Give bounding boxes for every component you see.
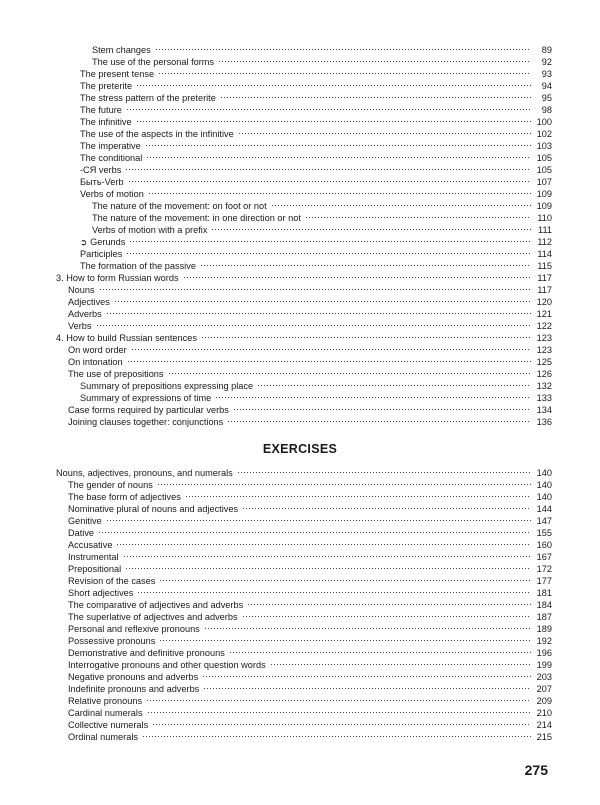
toc-entry-page: 136 — [536, 417, 552, 427]
toc-entry-page: 109 — [536, 189, 552, 199]
toc-entry-title — [68, 284, 97, 296]
dot-leader — [159, 634, 531, 642]
toc-entry-label: On intonation — [68, 357, 123, 367]
toc-entry-title — [80, 104, 124, 116]
dot-leader — [242, 502, 531, 510]
dot-leader — [126, 103, 531, 111]
toc-entry-label: Joining clauses together: conjunctions — [68, 417, 224, 427]
toc-entry-page: 93 — [541, 69, 552, 79]
toc-entry-page: 177 — [536, 576, 552, 586]
toc-entry-page: 100 — [536, 117, 552, 127]
toc-entry-title — [68, 695, 144, 707]
toc-entry-label: Short adjectives — [68, 588, 134, 598]
toc-entry-page: 147 — [536, 516, 552, 526]
toc-entry-title — [80, 116, 134, 128]
toc-entry-title — [80, 392, 213, 404]
dot-leader — [136, 115, 531, 123]
toc-entry-label: The imperative — [80, 141, 141, 151]
toc-entry-page: 107 — [536, 177, 552, 187]
dot-leader — [127, 355, 531, 363]
toc-entry-page: 215 — [536, 732, 552, 742]
toc-entry-page: 123 — [536, 333, 552, 343]
toc-exercises-section — [56, 467, 552, 743]
dot-leader — [128, 175, 531, 183]
dot-leader — [305, 211, 531, 219]
toc-entry-label: Verbs of motion with a prefix — [92, 225, 208, 235]
dot-leader — [227, 415, 531, 423]
toc-entry-page: 95 — [541, 93, 552, 103]
toc-entry-label: Participles — [80, 249, 123, 259]
toc-entry-title — [80, 80, 134, 92]
toc-entry-page: 207 — [536, 684, 552, 694]
toc-entry-page: 117 — [537, 285, 552, 295]
dot-leader — [157, 478, 531, 486]
toc-entry-page: 140 — [536, 480, 552, 490]
toc-entry-label: The use of the aspects in the infinitive — [80, 129, 234, 139]
toc-entry-page: 184 — [536, 600, 552, 610]
toc-entry-page: 126 — [536, 369, 552, 379]
toc-entry-title — [80, 140, 143, 152]
toc-entry-label: Personal and reflexive pronouns — [68, 624, 200, 634]
dot-leader — [123, 550, 531, 558]
toc-entry-page: 133 — [536, 393, 552, 403]
toc-entry-label: Prepositional — [68, 564, 122, 574]
toc-entry-page: 105 — [536, 165, 552, 175]
toc-entry-page: 92 — [541, 57, 552, 67]
toc-entry-title — [80, 236, 127, 248]
toc-entry-page: 209 — [536, 696, 552, 706]
toc-entry-page: 114 — [537, 249, 552, 259]
toc-entry-label: Cardinal numerals — [68, 708, 143, 718]
toc-entry-label: Nouns, adjectives, pronouns, and numerals — [56, 468, 233, 478]
toc-entry-title — [68, 479, 155, 491]
toc-entry-page: 155 — [536, 528, 552, 538]
toc-entry-page: 199 — [536, 660, 552, 670]
toc-entry-page: 94 — [541, 81, 552, 91]
toc-entry-label: The use of prepositions — [68, 369, 164, 379]
toc-entry-label: Case forms required by particular verbs — [68, 405, 229, 415]
dot-leader — [106, 514, 531, 522]
dot-leader — [159, 574, 531, 582]
toc-entry-page: 172 — [536, 564, 552, 574]
dot-leader — [98, 526, 531, 534]
dot-leader — [158, 67, 531, 75]
dot-leader — [152, 718, 531, 726]
toc-entry-page: 167 — [536, 552, 552, 562]
dot-leader — [211, 223, 531, 231]
dot-leader — [137, 586, 531, 594]
toc-entry-page: 102 — [536, 129, 552, 139]
toc-entry-title — [68, 671, 200, 683]
toc-entry-label: Collective numerals — [68, 720, 149, 730]
dot-leader — [99, 283, 531, 291]
toc-grammar-section — [56, 44, 552, 428]
toc-entry-label: Negative pronouns and adverbs — [68, 672, 199, 682]
dot-leader — [183, 271, 531, 279]
toc-entry-label: Adjectives — [68, 297, 110, 307]
toc-entry-title — [68, 563, 123, 575]
toc-entry-page: 105 — [536, 153, 552, 163]
dot-leader — [129, 235, 531, 243]
toc-entry-title — [68, 320, 94, 332]
toc-entry-label: Accusative — [68, 540, 113, 550]
toc-entry-label: Instrumental — [68, 552, 119, 562]
dot-leader — [168, 367, 531, 375]
toc-entry-label: Stem changes — [92, 45, 151, 55]
toc-entry-title — [68, 647, 227, 659]
toc-entry-title — [68, 587, 135, 599]
toc-entry-page: 203 — [536, 672, 552, 682]
toc-entry-page: 140 — [536, 468, 552, 478]
toc-entry-page: 144 — [536, 504, 552, 514]
toc-entry-title — [68, 539, 114, 551]
dot-leader — [96, 319, 532, 327]
toc-entry-page: 140 — [536, 492, 552, 502]
toc-entry-label: Verbs — [68, 321, 92, 331]
toc-entry-label: The base form of adjectives — [68, 492, 181, 502]
dot-leader — [114, 295, 531, 303]
dot-leader — [215, 391, 531, 399]
toc-entry-label: Ordinal numerals — [68, 732, 138, 742]
dot-leader — [126, 247, 531, 255]
dot-leader — [185, 490, 531, 498]
toc-entry-page: 103 — [536, 141, 552, 151]
toc-entry-label: The conditional — [80, 153, 143, 163]
toc-entry-label: The nature of the movement: in one direction or not — [92, 213, 301, 223]
toc-entry-title — [68, 635, 157, 647]
dot-leader — [148, 187, 531, 195]
toc-entry-page: 110 — [537, 213, 552, 223]
arrow-right-circle-icon: ➲ — [80, 237, 88, 247]
toc-entry-page: 115 — [537, 261, 552, 271]
toc-entry-page: 112 — [537, 237, 552, 247]
toc-entry-label: Revision of the cases — [68, 576, 156, 586]
toc-entry-label: The infinitive — [80, 117, 132, 127]
toc-entry-label: The present tense — [80, 69, 155, 79]
toc-entry-page: 122 — [536, 321, 552, 331]
toc-entry-title — [68, 527, 96, 539]
toc-entry-title — [68, 599, 245, 611]
dot-leader — [257, 379, 531, 387]
toc-entry-page: 125 — [536, 357, 552, 367]
toc-entry-title — [80, 164, 123, 176]
dot-leader — [125, 562, 531, 570]
toc-entry-title — [68, 731, 140, 743]
toc-entry-label: Relative pronouns — [68, 696, 143, 706]
toc-entry-page: 181 — [536, 588, 552, 598]
toc-entry-label: Gerunds — [90, 237, 126, 247]
toc-entry-title — [68, 404, 231, 416]
toc-entry-label: Dative — [68, 528, 95, 538]
dot-leader — [229, 646, 531, 654]
toc-entry-label: -СЯ verbs — [80, 165, 122, 175]
toc-entry-label: Быть-Verb — [80, 177, 124, 187]
toc-entry-label: Verbs of motion — [80, 189, 144, 199]
toc-entry-title — [68, 551, 121, 563]
dot-leader — [136, 79, 531, 87]
toc-entry-page: 210 — [536, 708, 552, 718]
dot-leader — [146, 151, 531, 159]
toc-entry-title — [92, 200, 269, 212]
toc-entry-page: 160 — [536, 540, 552, 550]
toc-entry-label: The nature of the movement: on foot or not — [92, 201, 267, 211]
dot-leader — [270, 658, 531, 666]
toc-entry[interactable] — [56, 731, 552, 743]
page-number: 275 — [524, 762, 548, 778]
toc-entry-label: Indefinite pronouns and adverbs — [68, 684, 200, 694]
dot-leader — [147, 706, 531, 714]
toc-entry-page: 187 — [536, 612, 552, 622]
toc-entry-page: 132 — [536, 381, 552, 391]
toc-entry-label: Genitive — [68, 516, 102, 526]
toc-entry-title — [80, 260, 198, 272]
toc-entry-page: 120 — [536, 297, 552, 307]
dot-leader — [131, 343, 531, 351]
toc-entry-page: 196 — [536, 648, 552, 658]
dot-leader — [218, 55, 531, 63]
toc-entry-page: 89 — [541, 45, 552, 55]
toc-entry-page: 98 — [541, 105, 552, 115]
dot-leader — [271, 199, 531, 207]
dot-leader — [200, 259, 531, 267]
exercises-heading: EXERCISES — [262, 442, 338, 456]
toc-entry-label: Interrogative pronouns and other question words — [68, 660, 266, 670]
toc-entry-label: 4. How to build Russian sentences — [56, 333, 197, 343]
dot-leader — [142, 730, 531, 738]
dot-leader — [116, 538, 531, 546]
toc-entry-page: 109 — [536, 201, 552, 211]
dot-leader — [203, 682, 531, 690]
dot-leader — [220, 91, 531, 99]
dot-leader — [155, 43, 531, 51]
toc-entry-page: 111 — [538, 225, 552, 235]
dot-leader — [238, 127, 531, 135]
toc-entry-label: Summary of expressions of time — [80, 393, 212, 403]
toc-entry-title — [80, 248, 124, 260]
dot-leader — [237, 466, 531, 474]
toc-entry-label: 3. How to form Russian words — [56, 273, 179, 283]
toc-entry-label: The preterite — [80, 81, 133, 91]
dot-leader — [202, 670, 531, 678]
toc-entry-page: 192 — [536, 636, 552, 646]
toc-entry-label: Adverbs — [68, 309, 102, 319]
toc-entry-title — [68, 491, 183, 503]
toc-entry-title — [68, 719, 150, 731]
toc-entry-title — [68, 356, 125, 368]
dot-leader — [204, 622, 531, 630]
toc-entry-page: 123 — [536, 345, 552, 355]
dot-leader — [233, 403, 531, 411]
dot-leader — [247, 598, 531, 606]
dot-leader — [125, 163, 531, 171]
toc-entry-label: Possessive pronouns — [68, 636, 156, 646]
toc-entry-label: Nominative plural of nouns and adjectives — [68, 504, 239, 514]
toc-entry-page: 214 — [536, 720, 552, 730]
toc-entry-label: On word order — [68, 345, 127, 355]
toc-entry-label: The stress pattern of the preterite — [80, 93, 216, 103]
toc-entry-title — [68, 344, 129, 356]
toc-entry-label: The comparative of adjectives and adverbs — [68, 600, 244, 610]
toc-entry-label: The future — [80, 105, 122, 115]
toc-entry-label: Summary of prepositions expressing place — [80, 381, 254, 391]
dot-leader — [106, 307, 531, 315]
toc-entry-title — [68, 368, 166, 380]
toc-entry[interactable] — [56, 416, 552, 428]
toc-entry-label: The formation of the passive — [80, 261, 196, 271]
toc-entry-label: The use of the personal forms — [92, 57, 215, 67]
toc-entry-label: Nouns — [68, 285, 95, 295]
toc-entry-title — [68, 416, 225, 428]
toc-entry-page: 134 — [536, 405, 552, 415]
toc-entry-label: The gender of nouns — [68, 480, 153, 490]
toc-entry-page: 189 — [536, 624, 552, 634]
toc-entry-page: 117 — [537, 273, 552, 283]
toc-entry-label: Demonstrative and definitive pronouns — [68, 648, 225, 658]
dot-leader — [242, 610, 531, 618]
dot-leader — [146, 694, 531, 702]
toc-entry-page: 121 — [536, 309, 552, 319]
toc-entry-title — [68, 707, 145, 719]
toc-entry-label: The superlative of adjectives and adverbs — [68, 612, 238, 622]
toc-entry-title — [80, 188, 146, 200]
dot-leader — [201, 331, 531, 339]
dot-leader — [145, 139, 531, 147]
toc-entry-title — [80, 176, 126, 188]
toc-entry-title — [92, 44, 153, 56]
